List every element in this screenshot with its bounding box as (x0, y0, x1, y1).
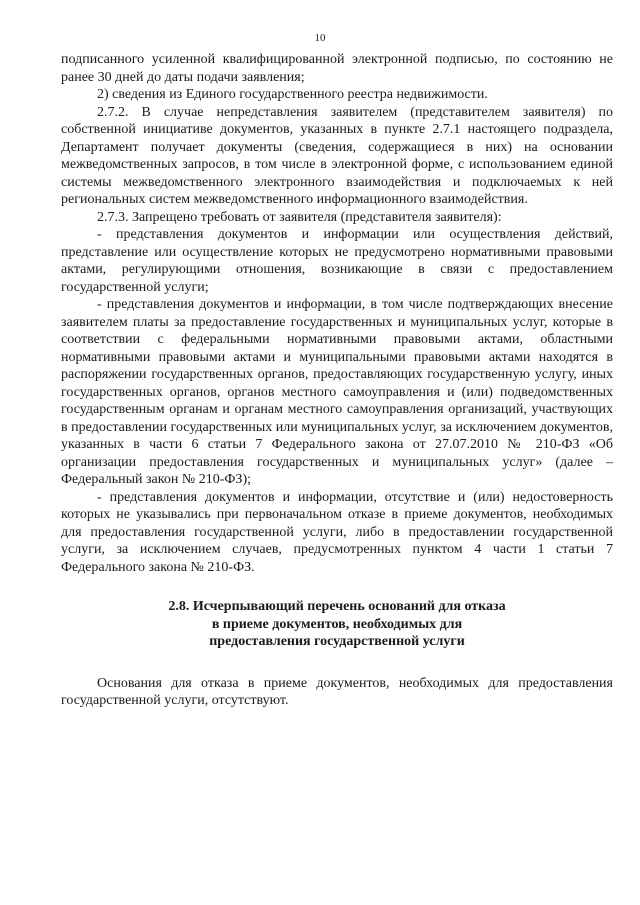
section-heading-2-8 (61, 598, 613, 651)
paragraph-2-7-2: 2.7.2. В случае непредставления заявителем (представителем заявителя) по собственной инициативе документов, указанных в пункте 2.7.1 настоящего подраздела, Департамент получает документы (сведения, содержащиеся в них) на основании межведомственных запросов, в том числе в электронной форме, с использованием единой системы межведомственного электронного взаимодействия и подключаемых к ней региональных систем межведомственного информационного взаимодействия. (61, 104, 613, 207)
document-body (61, 51, 613, 710)
heading-line: 2.8. Исчерпывающий перечень оснований для отказа (168, 599, 506, 614)
heading-line: в приеме документов, необходимых для (211, 616, 463, 632)
paragraph-no-grounds: Основания для отказа в приеме документов, необходимых для предоставления государственной услуги, отсутствуют. (61, 675, 613, 708)
list-item-documents: - представления документов и информации, в том числе подтверждающих внесение заявителем платы за предоставление государственных и муниципальных услуг, которые в соответствии с федеральными нормативными правовыми актами, областными нормативными правовыми актами и муниципальными правовыми актами находятся в распоряжении государственных органов, предоставляющих государственную услугу, иных государственных органов, органов местного самоуправления и (или) подведомственных государственным органам и органам местного самоуправления организаций, участвующих в предоставлении государственных или муниципальных услуг, за исключением документов, указанных в части 6 статьи 7 Федерального закона от 27.07.2010 № 210-ФЗ «Об организации предоставления государственных и муниципальных услуг» (далее – Федеральный закон № 210-ФЗ); (61, 297, 613, 487)
paragraph-continuation: подписанного усиленной квалифицированной электронной подписью, по состоянию не ранее 30 дней до даты подачи заявления; (61, 52, 613, 85)
heading-line: предоставления государственной услуги (209, 634, 465, 649)
list-item-refusal: - представления документов и информации, отсутствие и (или) недостоверность которых не указывались при первоначальном отказе в приеме документов, необходимых для предоставления государственной услуги, либо в предоставлении государственной услуги, за исключением случаев, предусмотренных пунктом 4 части 1 статьи 7 Федерального закона № 210-ФЗ. (61, 489, 613, 575)
paragraph-2-7-3: 2.7.3. Запрещено требовать от заявителя (представителя заявителя): (97, 209, 502, 225)
list-item-actions: - представления документов и информации или осуществления действий, представление или осуществление которых не предусмотрено нормативными правовыми актами, регулирующими отношения, возникающие в связи с предоставлением государственной услуги; (61, 227, 613, 295)
paragraph-egrn: 2) сведения из Единого государственного реестра недвижимости. (97, 87, 488, 102)
page-number: 10 (314, 32, 326, 44)
